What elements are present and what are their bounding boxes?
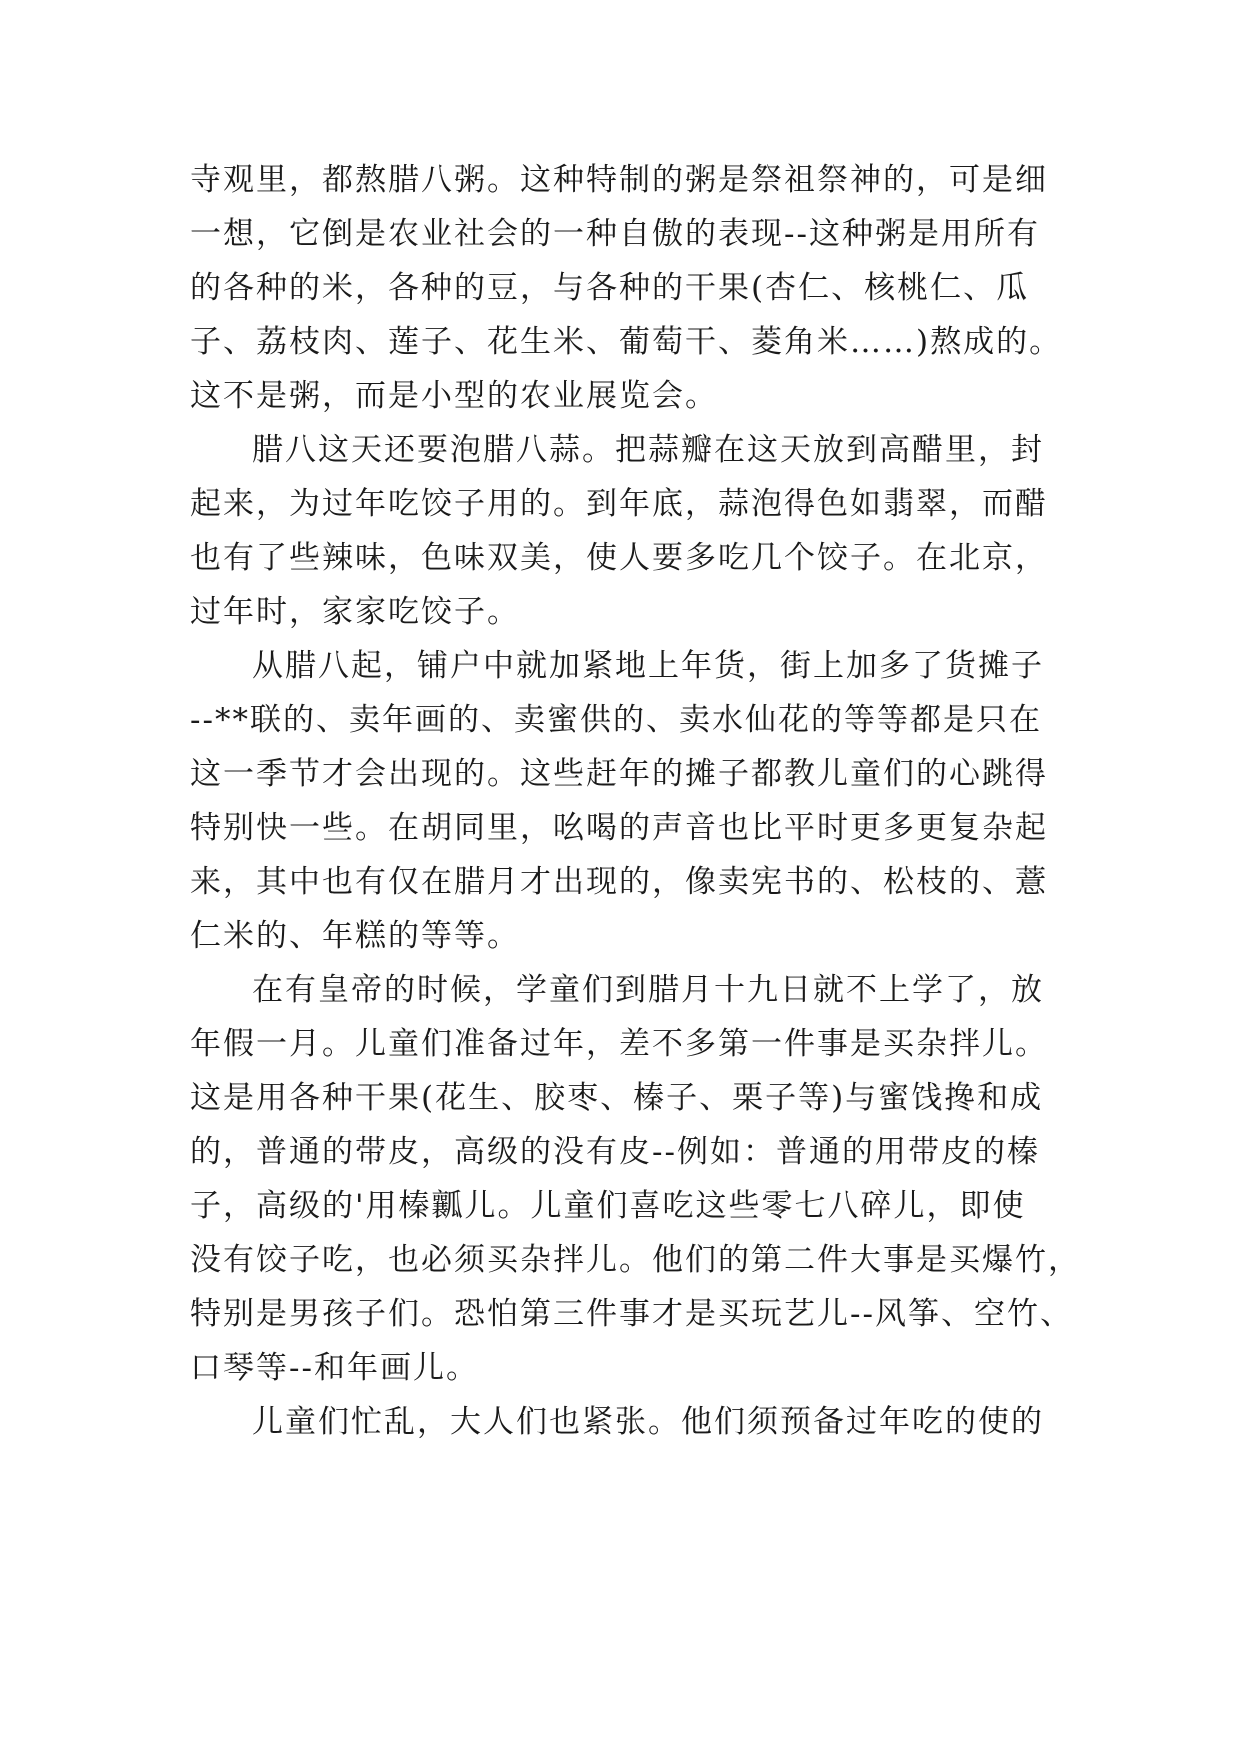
text-line: 这不是粥，而是小型的农业展览会。 [190,378,718,414]
paragraph-first-line: 在有皇帝的时候，学童们到腊月十九日就不上学了，放 [252,972,1044,1008]
text-line: 起来，为过年吃饺子用的。到年底，蒜泡得色如翡翠，而醋 [190,486,1048,522]
text-line: 年假一月。儿童们准备过年，差不多第一件事是买杂拌儿。 [190,1026,1048,1062]
text-line: 子，高级的'用榛瓤儿。儿童们喜吃这些零七八碎儿，即使 [190,1188,1026,1224]
text-line: 的各种的米，各种的豆，与各种的干果(杏仁、核桃仁、瓜 [190,270,1030,306]
text-line: 口琴等--和年画儿。 [190,1350,479,1386]
paragraph-first-line: 从腊八起，铺户中就加紧地上年货，街上加多了货摊子 [252,648,1044,684]
text-line: 的，普通的带皮，高级的没有皮--例如：普通的用带皮的榛 [190,1134,1040,1170]
text-line: 来，其中也有仅在腊月才出现的，像卖宪书的、松枝的、薏 [190,864,1048,900]
text-line: 特别快一些。在胡同里，吆喝的声音也比平时更多更复杂起 [190,810,1048,846]
text-line: 仁米的、年糕的等等。 [190,918,520,954]
text-line: 特别是男孩子们。恐怕第三件事才是买玩艺儿--风筝、空竹、 [190,1296,1073,1332]
text-line: 子、荔枝肉、莲子、花生米、葡萄干、菱角米……)熬成的。 [190,324,1063,360]
text-line: 一想，它倒是农业社会的一种自傲的表现--这种粥是用所有 [190,216,1040,252]
text-line: 寺观里，都熬腊八粥。这种特制的粥是祭祖祭神的，可是细 [190,162,1048,198]
text-line: 也有了些辣味，色味双美，使人要多吃几个饺子。在北京， [190,540,1048,576]
text-line: 这是用各种干果(花生、胶枣、榛子、栗子等)与蜜饯搀和成 [190,1080,1044,1116]
text-line: --**联的、卖年画的、卖蜜供的、卖水仙花的等等都是只在 [190,702,1042,738]
paragraph-first-line: 儿童们忙乱，大人们也紧张。他们须预备过年吃的使的 [252,1404,1044,1440]
text-line: 过年时，家家吃饺子。 [190,594,520,630]
paragraph-first-line: 腊八这天还要泡腊八蒜。把蒜瓣在这天放到高醋里，封 [252,432,1044,468]
text-line: 这一季节才会出现的。这些赶年的摊子都教儿童们的心跳得 [190,756,1048,792]
text-line: 没有饺子吃，也必须买杂拌儿。他们的第二件大事是买爆竹， [190,1242,1081,1278]
